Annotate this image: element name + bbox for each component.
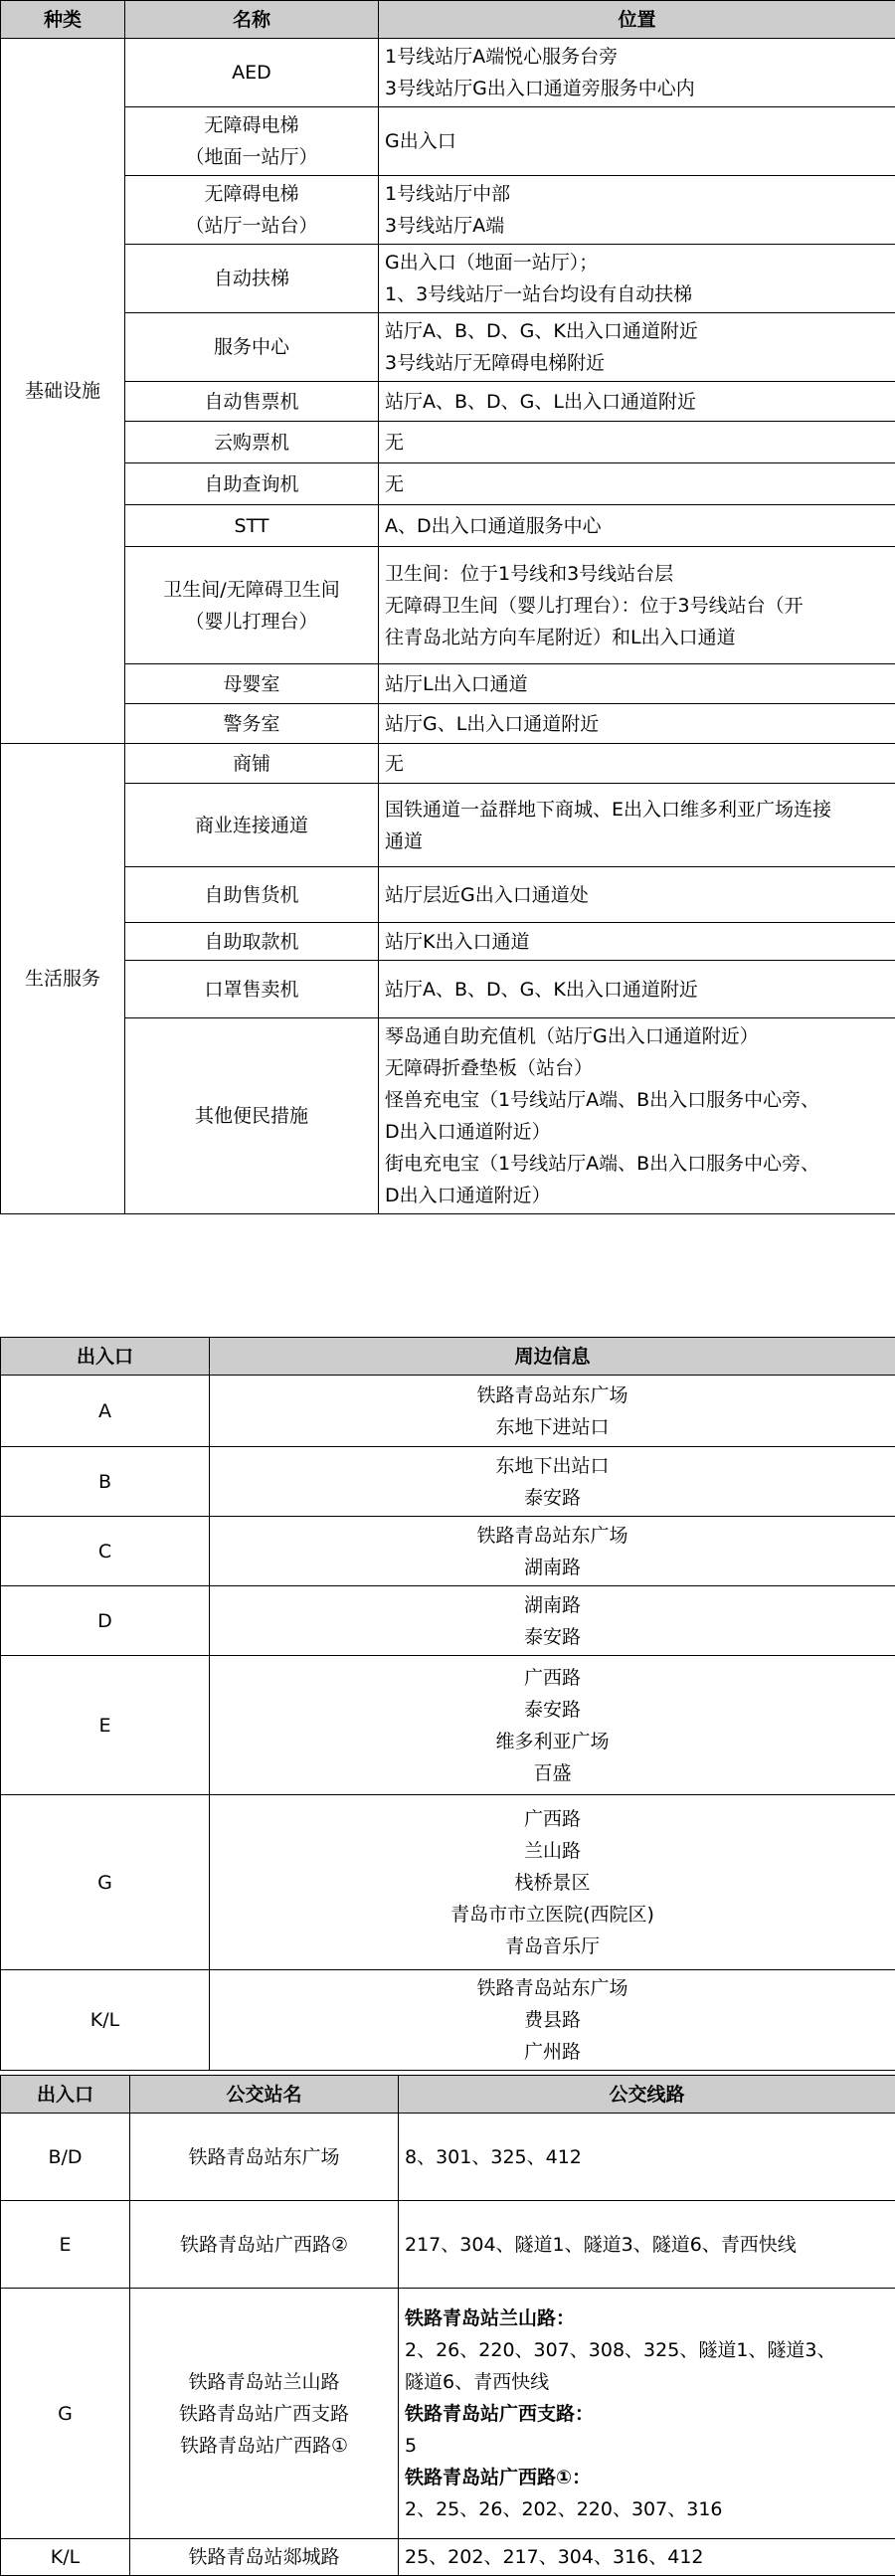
bus-station-cell — [130, 2201, 399, 2289]
table-row — [1, 505, 895, 547]
bus-lines-cell — [399, 2539, 895, 2576]
surroundings-cell — [210, 1376, 895, 1447]
cell-line: 站厅A、B、D、G、L出入口通道附近 — [385, 386, 889, 418]
facility-name-cell — [125, 422, 379, 463]
cell-line: 铁路青岛站兰山路 — [136, 2366, 392, 2398]
cell-line: 怪兽充电宝（1号线站厅A端、B出入口服务中心旁、 — [385, 1084, 889, 1116]
cell-line: 母婴室 — [131, 668, 372, 700]
table-row — [1, 664, 895, 704]
cell-line: 广西路 — [216, 1803, 889, 1835]
table-row — [1, 1018, 895, 1214]
cell-line: 泰安路 — [216, 1694, 889, 1726]
category-cell: 基础设施 — [1, 39, 125, 744]
facility-name-cell — [125, 463, 379, 505]
exit-cell: D — [1, 1586, 210, 1656]
exit-cell: B — [1, 1447, 210, 1517]
facility-name-cell — [125, 784, 379, 867]
cell-line: 泰安路 — [216, 1621, 889, 1653]
cell-line: 5 — [405, 2430, 889, 2462]
facility-name-cell — [125, 313, 379, 382]
header-name: 名称 — [125, 1, 379, 39]
table-row — [1, 463, 895, 505]
cell-line: 铁路青岛站广西支路： — [405, 2398, 889, 2430]
facility-location-cell — [379, 704, 895, 744]
cell-line: 2、25、26、202、220、307、316 — [405, 2493, 889, 2525]
cell-line: 站厅K出入口通道 — [385, 926, 889, 958]
facility-name-cell — [125, 867, 379, 923]
cell-line: 街电充电宝（1号线站厅A端、B出入口服务中心旁、 — [385, 1148, 889, 1180]
cell-line: G出入口 — [385, 125, 889, 157]
cell-line: 卫生间：位于1号线和3号线站台层 — [385, 558, 889, 590]
cell-line: 铁路青岛站广西路② — [136, 2229, 392, 2261]
cell-line: 3号线站厅无障碍电梯附近 — [385, 347, 889, 379]
cell-line: 自动扶梯 — [131, 263, 372, 294]
cell-line: 铁路青岛站东广场 — [216, 1972, 889, 2004]
facility-location-cell — [379, 382, 895, 422]
table-row — [1, 1970, 895, 2071]
table-row — [1, 961, 895, 1018]
exit-cell: G — [1, 2289, 130, 2539]
cell-line: 站厅L出入口通道 — [385, 668, 889, 700]
cell-line: 广西路 — [216, 1662, 889, 1694]
cell-line: 栈桥景区 — [216, 1867, 889, 1899]
facility-name-cell — [125, 744, 379, 784]
surroundings-cell — [210, 1586, 895, 1656]
table-row — [1, 2114, 895, 2201]
bus-lines-cell — [399, 2114, 895, 2201]
cell-line: 往青岛北站方向车尾附近）和L出入口通道 — [385, 622, 889, 653]
table-row — [1, 422, 895, 463]
surroundings-table — [0, 1337, 895, 2071]
table-row — [1, 245, 895, 313]
header-exit: 出入口 — [1, 1338, 210, 1376]
cell-line: 自助取款机 — [131, 926, 372, 958]
cell-line: 东地下进站口 — [216, 1411, 889, 1443]
cell-line: 其他便民措施 — [131, 1100, 372, 1132]
cell-line: 警务室 — [131, 708, 372, 740]
cell-line: 国铁通道一益群地下商城、E出入口维多利亚广场连接 — [385, 794, 889, 826]
cell-line: 隧道6、青西快线 — [405, 2366, 889, 2398]
bus-lines-cell — [399, 2201, 895, 2289]
facility-location-cell — [379, 39, 895, 107]
cell-line: 铁路青岛站郯城路 — [136, 2541, 392, 2573]
facility-name-cell — [125, 382, 379, 422]
facility-location-cell — [379, 107, 895, 176]
table-row — [1, 1586, 895, 1656]
cell-line: 1、3号线站厅一站台均设有自动扶梯 — [385, 278, 889, 310]
exit-cell: A — [1, 1376, 210, 1447]
cell-line: 无 — [385, 427, 889, 459]
cell-line: 无障碍折叠垫板（站台） — [385, 1052, 889, 1084]
cell-line: 无障碍卫生间（婴儿打理台）：位于3号线站台（开 — [385, 590, 889, 622]
cell-line: 无 — [385, 748, 889, 780]
cell-line: 青岛市市立医院(西院区) — [216, 1899, 889, 1931]
bus-table — [0, 2075, 895, 2576]
table-row — [1, 107, 895, 176]
cell-line: 通道 — [385, 826, 889, 857]
table-row — [1, 2201, 895, 2289]
cell-line: 站厅层近G出入口通道处 — [385, 879, 889, 911]
facility-location-cell — [379, 961, 895, 1018]
cell-line: 无障碍电梯 — [131, 109, 372, 141]
facility-name-cell — [125, 176, 379, 245]
table-row — [1, 176, 895, 245]
cell-line: （地面一站厅） — [131, 141, 372, 173]
table-row — [1, 313, 895, 382]
cell-line: 卫生间/无障碍卫生间 — [131, 574, 372, 606]
facilities-table — [0, 0, 895, 1214]
table-row — [1, 547, 895, 664]
facility-name-cell — [125, 664, 379, 704]
header-surroundings: 周边信息 — [210, 1338, 895, 1376]
facility-location-cell — [379, 547, 895, 664]
cell-line: AED — [131, 57, 372, 89]
exit-cell: G — [1, 1795, 210, 1970]
cell-line: 费县路 — [216, 2004, 889, 2036]
header-bus-station: 公交站名 — [130, 2076, 399, 2114]
facility-name-cell — [125, 961, 379, 1018]
table-row — [1, 744, 895, 784]
cell-line: 湖南路 — [216, 1552, 889, 1583]
facility-location-cell — [379, 313, 895, 382]
cell-line: （站厅一站台） — [131, 210, 372, 242]
table-row — [1, 923, 895, 961]
cell-line: 服务中心 — [131, 331, 372, 363]
surroundings-cell — [210, 1517, 895, 1586]
exit-cell: K/L — [1, 1970, 210, 2071]
cell-line: 湖南路 — [216, 1589, 889, 1621]
cell-line: 东地下出站口 — [216, 1450, 889, 1482]
facility-location-cell — [379, 664, 895, 704]
table-row — [1, 382, 895, 422]
facility-location-cell — [379, 463, 895, 505]
cell-line: 铁路青岛站东广场 — [216, 1520, 889, 1552]
bus-lines-cell — [399, 2289, 895, 2539]
facility-location-cell — [379, 245, 895, 313]
cell-line: 1号线站厅A端悦心服务台旁 — [385, 41, 889, 73]
cell-line: 琴岛通自助充值机（站厅G出入口通道附近） — [385, 1020, 889, 1052]
cell-line: 铁路青岛站广西支路 — [136, 2398, 392, 2430]
cell-line: （婴儿打理台） — [131, 606, 372, 638]
surroundings-cell — [210, 1795, 895, 1970]
cell-line: 商铺 — [131, 748, 372, 780]
header-bus-lines: 公交线路 — [399, 2076, 895, 2114]
surroundings-cell — [210, 1656, 895, 1795]
table-row — [1, 2289, 895, 2539]
surroundings-cell — [210, 1447, 895, 1517]
table-row — [1, 1447, 895, 1517]
exit-cell: K/L — [1, 2539, 130, 2576]
cell-line: 青岛音乐厅 — [216, 1931, 889, 1962]
cell-line: 自动售票机 — [131, 386, 372, 418]
cell-line: 1号线站厅中部 — [385, 178, 889, 210]
exit-cell: E — [1, 2201, 130, 2289]
cell-line: 无 — [385, 468, 889, 500]
header-exit: 出入口 — [1, 2076, 130, 2114]
cell-line: 站厅A、B、D、G、K出入口通道附近 — [385, 974, 889, 1006]
cell-line: 3号线站厅A端 — [385, 210, 889, 242]
facility-name-cell — [125, 245, 379, 313]
facility-location-cell — [379, 422, 895, 463]
cell-line: D出入口通道附近） — [385, 1116, 889, 1148]
facility-name-cell — [125, 39, 379, 107]
header-category: 种类 — [1, 1, 125, 39]
cell-line: 无障碍电梯 — [131, 178, 372, 210]
table-row — [1, 867, 895, 923]
facility-location-cell — [379, 744, 895, 784]
cell-line: 2、26、220、307、308、325、隧道1、隧道3、 — [405, 2334, 889, 2366]
table-row — [1, 39, 895, 107]
exit-cell: B/D — [1, 2114, 130, 2201]
cell-line: 3号线站厅G出入口通道旁服务中心内 — [385, 73, 889, 104]
table-row — [1, 784, 895, 867]
facility-location-cell — [379, 867, 895, 923]
facility-location-cell — [379, 784, 895, 867]
bus-station-cell — [130, 2114, 399, 2201]
category-cell: 生活服务 — [1, 744, 125, 1214]
cell-line: D出入口通道附近） — [385, 1180, 889, 1211]
facility-name-cell — [125, 923, 379, 961]
facility-name-cell — [125, 505, 379, 547]
bus-station-cell — [130, 2289, 399, 2539]
header-location: 位置 — [379, 1, 895, 39]
cell-line: 铁路青岛站东广场 — [216, 1380, 889, 1411]
facility-location-cell — [379, 176, 895, 245]
cell-line: 自助售货机 — [131, 879, 372, 911]
exit-cell: E — [1, 1656, 210, 1795]
cell-line: 百盛 — [216, 1757, 889, 1789]
facility-location-cell — [379, 923, 895, 961]
cell-line: 兰山路 — [216, 1835, 889, 1867]
cell-line: A、D出入口通道服务中心 — [385, 510, 889, 542]
cell-line: 广州路 — [216, 2036, 889, 2068]
table-row — [1, 1656, 895, 1795]
table-row — [1, 2539, 895, 2576]
cell-line: 自助查询机 — [131, 468, 372, 500]
facility-location-cell — [379, 1018, 895, 1214]
exit-cell: C — [1, 1517, 210, 1586]
cell-line: 站厅G、L出入口通道附近 — [385, 708, 889, 740]
table-row — [1, 1795, 895, 1970]
cell-line: 8、301、325、412 — [405, 2141, 889, 2173]
cell-line: STT — [131, 510, 372, 542]
facility-name-cell — [125, 107, 379, 176]
cell-line: 铁路青岛站兰山路： — [405, 2302, 889, 2334]
cell-line: 25、202、217、304、316、412 — [405, 2541, 889, 2573]
cell-line: 维多利亚广场 — [216, 1726, 889, 1757]
table-row — [1, 704, 895, 744]
cell-line: 云购票机 — [131, 427, 372, 459]
facility-location-cell — [379, 505, 895, 547]
cell-line: 商业连接通道 — [131, 810, 372, 841]
surroundings-cell — [210, 1970, 895, 2071]
cell-line: 217、304、隧道1、隧道3、隧道6、青西快线 — [405, 2229, 889, 2261]
table-row — [1, 1517, 895, 1586]
cell-line: 口罩售卖机 — [131, 974, 372, 1006]
bus-station-cell — [130, 2539, 399, 2576]
facility-name-cell — [125, 547, 379, 664]
table-row — [1, 1376, 895, 1447]
facility-name-cell — [125, 1018, 379, 1214]
cell-line: 站厅A、B、D、G、K出入口通道附近 — [385, 315, 889, 347]
cell-line: 铁路青岛站广西路①： — [405, 2462, 889, 2493]
cell-line: G出入口（地面一站厅）； — [385, 247, 889, 278]
cell-line: 铁路青岛站东广场 — [136, 2141, 392, 2173]
cell-line: 泰安路 — [216, 1482, 889, 1514]
cell-line: 铁路青岛站广西路① — [136, 2430, 392, 2462]
facility-name-cell — [125, 704, 379, 744]
